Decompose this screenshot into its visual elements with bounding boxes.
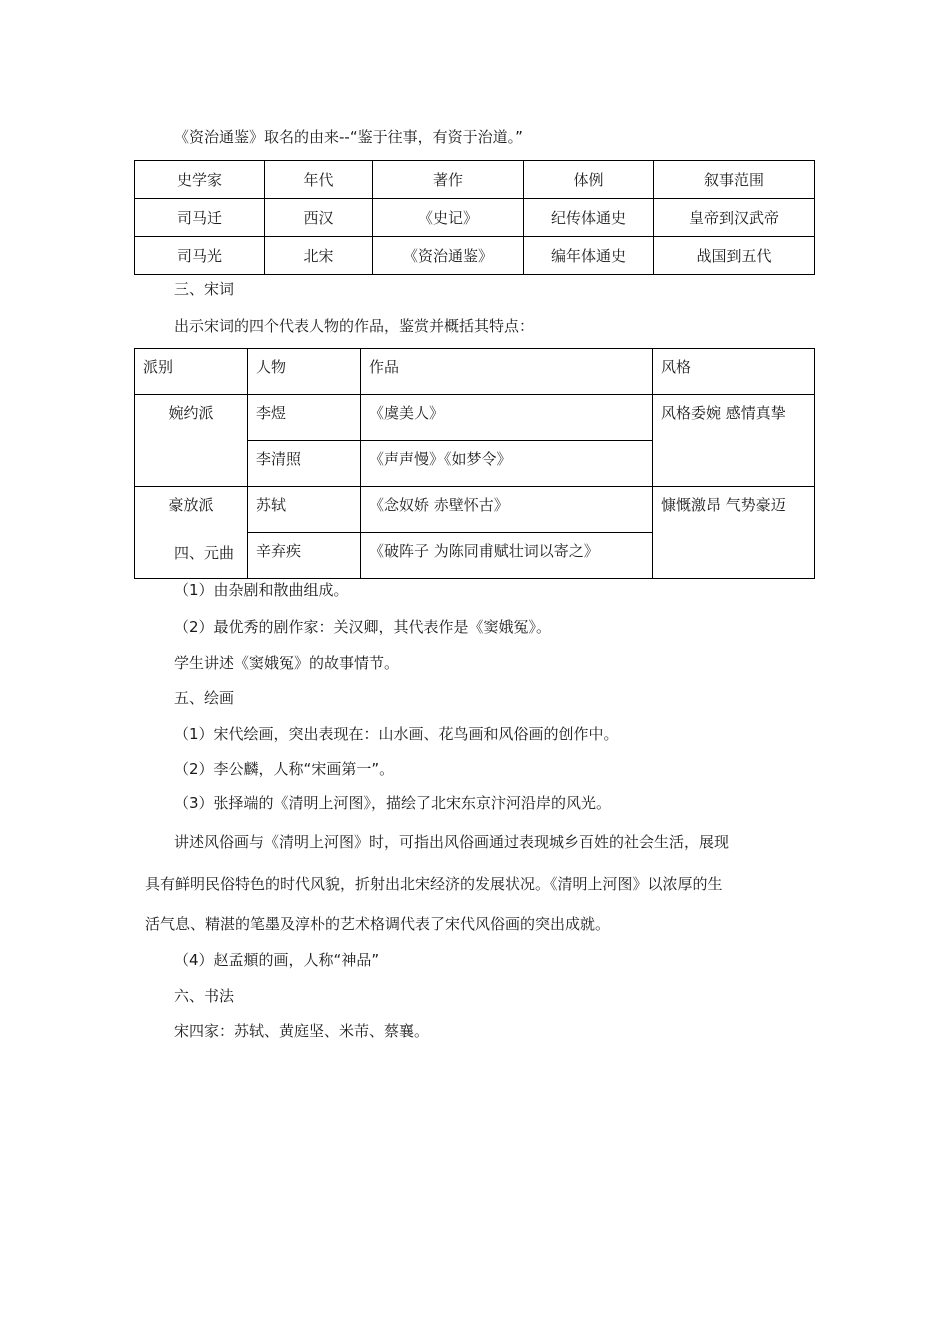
section-4-note: 学生讲述《窦娥冤》的故事情节。 [174,654,400,672]
person-cell: 李煜 [248,395,361,441]
person-cell: 苏轼 [248,487,361,533]
section-4-heading: 四、元曲 [174,544,235,562]
work-cell: 《破阵子 为陈同甫赋壮词以寄之》 [361,533,653,579]
school-cell: 豪放派 [135,487,248,579]
table-cell: 司马光 [135,237,265,275]
person-cell: 辛弃疾 [248,533,361,579]
header-cell: 著作 [373,161,524,199]
school-cell: 婉约派 [135,395,248,487]
table-row [135,199,815,237]
section-3-intro: 出示宋词的四个代表人物的作品，鉴赏并概括其特点： [174,317,535,335]
table-cell: 战国到五代 [654,237,815,275]
header-cell: 人物 [248,349,361,395]
work-cell: 《声声慢》《如梦令》 [361,441,653,487]
table-cell: 北宋 [265,237,373,275]
table-row [135,395,815,441]
table-cell: 《资治通鉴》 [373,237,524,275]
paragraph-line: 讲述风俗画与《清明上河图》时，可指出风俗画通过表现城乡百姓的社会生活，展现 [174,833,730,851]
table-header-row [135,349,815,395]
table-header-row [135,161,815,199]
header-cell: 年代 [265,161,373,199]
section-4-item: （2）最优秀的剧作家：关汉卿，其代表作是《窦娥冤》。 [174,618,552,636]
section-5-item: （1）宋代绘画，突出表现在：山水画、花鸟画和风俗画的创作中。 [174,725,619,743]
table-cell: 纪传体通史 [524,199,654,237]
table-row [135,237,815,275]
table-cell: 司马迁 [135,199,265,237]
ci-table [134,348,815,579]
table-cell: 皇帝到汉武帝 [654,199,815,237]
table-cell: 西汉 [265,199,373,237]
person-cell: 李清照 [248,441,361,487]
paragraph-line: 具有鲜明民俗特色的时代风貌，折射出北宋经济的发展状况。《清明上河图》以浓厚的生 [145,875,723,893]
header-cell: 风格 [653,349,815,395]
section-4-item: （1）由杂剧和散曲组成。 [174,581,349,599]
table-cell: 《史记》 [373,199,524,237]
section-6-text: 宋四家：苏轼、黄庭坚、米芾、蔡襄。 [174,1022,430,1040]
table-row [135,487,815,533]
intro-line: 《资治通鉴》取名的由来--“鉴于往事，有资于治道。” [174,128,523,146]
section-5-item-4: （4）赵孟頫的画，人称“神品” [174,951,380,969]
paragraph-line: 活气息、精湛的笔墨及淳朴的艺术格调代表了宋代风俗画的突出成就。 [145,915,611,933]
header-cell: 史学家 [135,161,265,199]
table-cell: 编年体通史 [524,237,654,275]
header-cell: 作品 [361,349,653,395]
header-cell: 派别 [135,349,248,395]
header-cell: 叙事范围 [654,161,815,199]
section-3-heading: 三、宋词 [174,280,235,298]
work-cell: 《念奴娇 赤壁怀古》 [361,487,653,533]
style-cell: 慷慨激昂 气势豪迈 [653,487,815,579]
section-5-item: （3）张择端的《清明上河图》，描绘了北宋东京汴河沿岸的风光。 [174,794,612,812]
historians-table [134,160,815,275]
work-cell: 《虞美人》 [361,395,653,441]
style-cell: 风格委婉 感情真挚 [653,395,815,487]
section-5-item: （2）李公麟，人称“宋画第一”。 [174,760,395,778]
header-cell: 体例 [524,161,654,199]
section-5-heading: 五、绘画 [174,689,235,707]
section-6-heading: 六、书法 [174,987,235,1005]
